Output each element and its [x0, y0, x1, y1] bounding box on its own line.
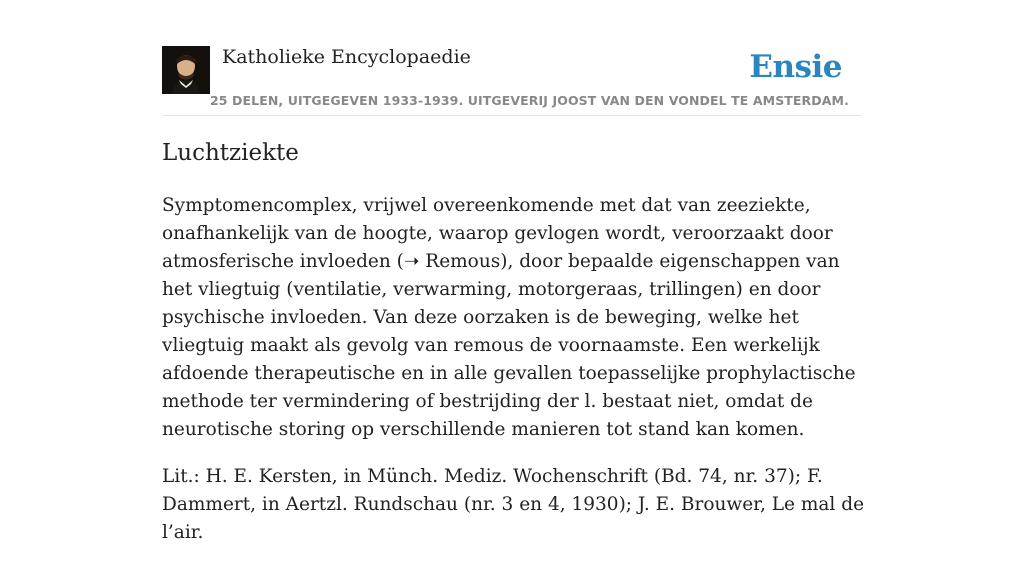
publication-subtitle: 25 DELEN, UITGEGEVEN 1933-1939. UITGEVERIJ JOOST VAN DEN VONDEL TE AMSTERDAM. — [210, 93, 849, 108]
publication-title[interactable]: Katholieke Encyclopaedie — [222, 46, 471, 68]
publication-header — [162, 46, 862, 116]
header-divider — [162, 115, 862, 116]
ensie-logo[interactable]: Ensie — [749, 49, 842, 85]
article-literature: Lit.: H. E. Kersten, in Münch. Mediz. Wochenschrift (Bd. 74, nr. 37); F. Dammert, in Aertzl. Rundschau (nr. 3 en 4, 1930); J. E. Brouwer, Le mal de l’air. — [162, 466, 865, 543]
article-paragraph: Symptomencomplex, vrijwel overeenkomende met dat van zeeziekte, onafhankelijk van de hoogte, waarop gevlogen wordt, veroorzaakt door atmosferische invloeden (➝ Remous), door bepaalde eigenschappen van het vliegtuig (ventilatie, verwarming, motorgeraas, trillingen) en door psychische invloeden. Van deze oorzaken is de beweging, welke het vliegtuig maakt als gevolg van remous de voornaamste. Een werkelijk afdoende therapeutische en in alle gevallen toepasselijke prophylactische methode ter vermindering of bestrijding der l. bestaat niet, omdat de neurotische storing op verschillende manieren tot stand kan komen. — [162, 195, 856, 440]
article-body — [162, 192, 867, 566]
article-title: Luchtziekte — [162, 140, 299, 166]
portrait-avatar-icon[interactable] — [162, 46, 210, 94]
